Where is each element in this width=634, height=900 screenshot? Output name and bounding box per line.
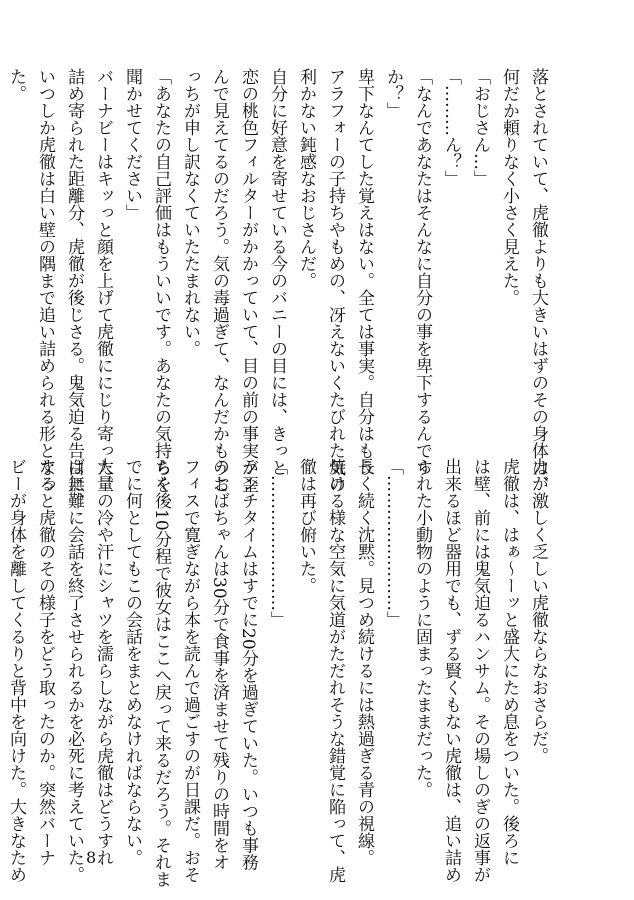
text-line: ば無難に会話を終了させられるかを必死に考えていた。	[64, 458, 84, 883]
lower-text-block	[6, 458, 552, 888]
text-line: 利かない鈍感なおじさんだ。	[296, 68, 316, 289]
text-line: アラフォーの子持ちやもめの、冴えないくたびれた気の	[325, 68, 345, 493]
text-line: ランチタイムはすでに20分を過ぎていた。いつも事務	[238, 458, 258, 871]
text-line: バーナビーはキッっと顔を上げて虎徹ににじり寄った。	[93, 68, 113, 493]
text-line: られた小動物のように固まったままだった。	[412, 458, 432, 798]
text-line: 「なんであなたはそんなに自分の事を卑下するんです	[412, 68, 432, 476]
text-line: 「………ん？」	[441, 68, 461, 187]
text-line: 卑下なんてした覚えはない。全ては事実。自分はもう	[354, 68, 374, 476]
text-line: 焼ける様な空気に気道がただれそうな錯覚に陥って、虎	[325, 458, 345, 883]
text-line: 何だか頼りなく小さく見えた。	[499, 68, 519, 306]
text-line: 長く続く沈黙。見つめ続けるには熱過ぎる青の視線。	[354, 458, 374, 866]
text-line: らく後10分程で彼女はここへ戻って来るだろう。それま	[151, 458, 171, 888]
text-line: すると虎徹のその様子をどう取ったのか。突然バーナ	[35, 458, 55, 866]
text-line: 虎徹は、はぁ～ーッと盛大にため息をついた。後ろに	[499, 458, 519, 866]
text-line: 恋の桃色フィルターがかかっていて、目の前の事実が歪	[238, 68, 258, 493]
text-line: 「……………………」	[267, 458, 287, 628]
text-line: た。	[6, 68, 26, 102]
text-line: 「あなたの自己評価はもういいです。あなたの気持ちを	[151, 68, 171, 493]
text-line: ビーが身体を離してくるりと背中を向けた。大きなため	[6, 458, 26, 883]
text-line: は壁、前には鬼気迫るハンサム。その場しのぎの返事が	[470, 458, 490, 883]
text-line: のおばちゃんは30分で食事を済ませて残りの時間をオ	[209, 458, 229, 871]
text-line: 「おじさん…」	[470, 68, 490, 187]
text-line: 「……………………」	[383, 458, 403, 628]
text-line: んで見えてるのだろう。気の毒過ぎて、なんだかもうこ	[209, 68, 229, 493]
text-line: 力が激しく乏しい虎徹ならなおさらだ。	[528, 458, 548, 764]
text-line: 落とされていて、虎徹よりも大きいはずのその身体は、	[528, 68, 548, 493]
text-line: いつしか虎徹は白い壁の隅まで追い詰められる形となっ	[35, 68, 55, 493]
text-line: 大量の冷や汗にシャツを濡らしながら虎徹はどうすれ	[93, 458, 113, 866]
text-line: 聞かせてください」	[122, 68, 142, 221]
text-line	[0, 68, 1, 438]
text-line	[0, 458, 1, 830]
page-number: 8	[86, 848, 97, 867]
text-line: フィスで寛ぎながら本を読んで過ごすのが日課だ。おそ	[180, 458, 200, 883]
text-line: 徹は再び俯いた。	[296, 458, 316, 594]
text-line: か？」	[383, 68, 403, 119]
upper-text-block	[6, 68, 552, 510]
text-line: 詰め寄られた距離分、虎徹が後じさる。鬼気迫る告白に、	[64, 68, 84, 510]
text-line: 自分に好意を寄せている今のバニーの目には、きっと	[267, 68, 287, 476]
text-line: っちが申し訳なくていたたまれない。	[180, 68, 200, 357]
text-line: でに何としてもこの会話をまとめなければならない。	[122, 458, 142, 866]
text-line: 出来るほど器用でも、ずる賢くもない虎徹は、追い詰め	[441, 458, 461, 883]
